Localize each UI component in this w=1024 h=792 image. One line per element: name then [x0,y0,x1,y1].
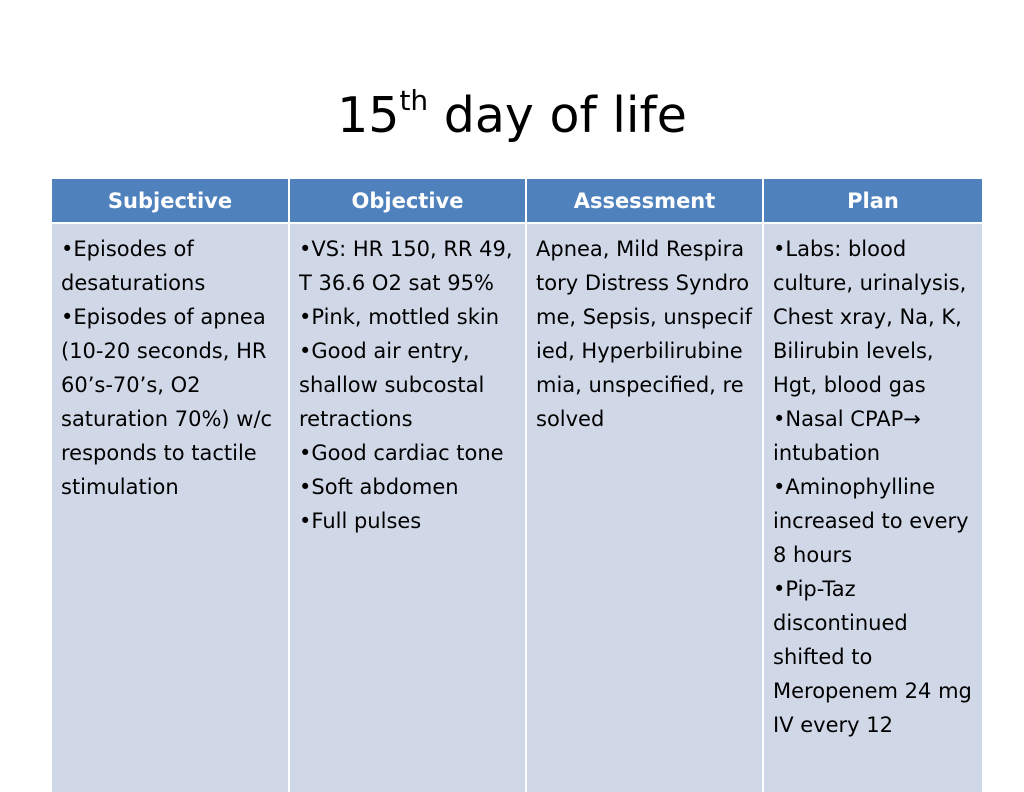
objective-item: •Good cardiac tone [299,441,504,465]
assessment-text: Apnea, Mild Respiratory Distress Syndrome, Sepsis, unspecified, Hyperbilirubinemia, unspecified, resolved [536,237,752,431]
subjective-cell [52,223,289,792]
title-text: day of life [443,87,687,144]
objective-cell [289,223,526,792]
title-number: 15 [337,87,400,144]
plan-item: •Pip-Taz discontinued shifted to Meropenem 24 mg IV every 12 [773,577,972,737]
header-plan: Plan [763,179,982,223]
subjective-item: •Episodes of apnea (10-20 seconds, HR 60’s-70’s, O2 saturation 70%) w/c responds to tactile stimulation [61,305,273,499]
plan-item: •Nasal CPAP→ intubation [773,407,921,465]
plan-item: •Aminophylline increased to every 8 hours [773,475,969,567]
objective-item: •VS: HR 150, RR 49, T 36.6 O2 sat 95% [299,237,513,295]
objective-item: •Good air entry, shallow subcostal retractions [299,339,485,431]
header-row [52,179,982,223]
table-row [52,223,982,792]
plan-cell [763,223,982,792]
subjective-item: •Episodes of desaturations [61,237,206,295]
objective-item: •Full pulses [299,509,422,533]
soap-table [52,179,982,792]
header-subjective: Subjective [52,179,289,223]
title-superscript: th [399,84,429,117]
objective-item: •Soft abdomen [299,475,459,499]
header-objective: Objective [289,179,526,223]
slide-title [0,84,1024,148]
assessment-cell [526,223,763,792]
header-assessment: Assessment [526,179,763,223]
plan-item: •Labs: blood culture, urinalysis, Chest xray, Na, K, Bilirubin levels, Hgt, blood gas [773,237,967,397]
objective-item: •Pink, mottled skin [299,305,500,329]
